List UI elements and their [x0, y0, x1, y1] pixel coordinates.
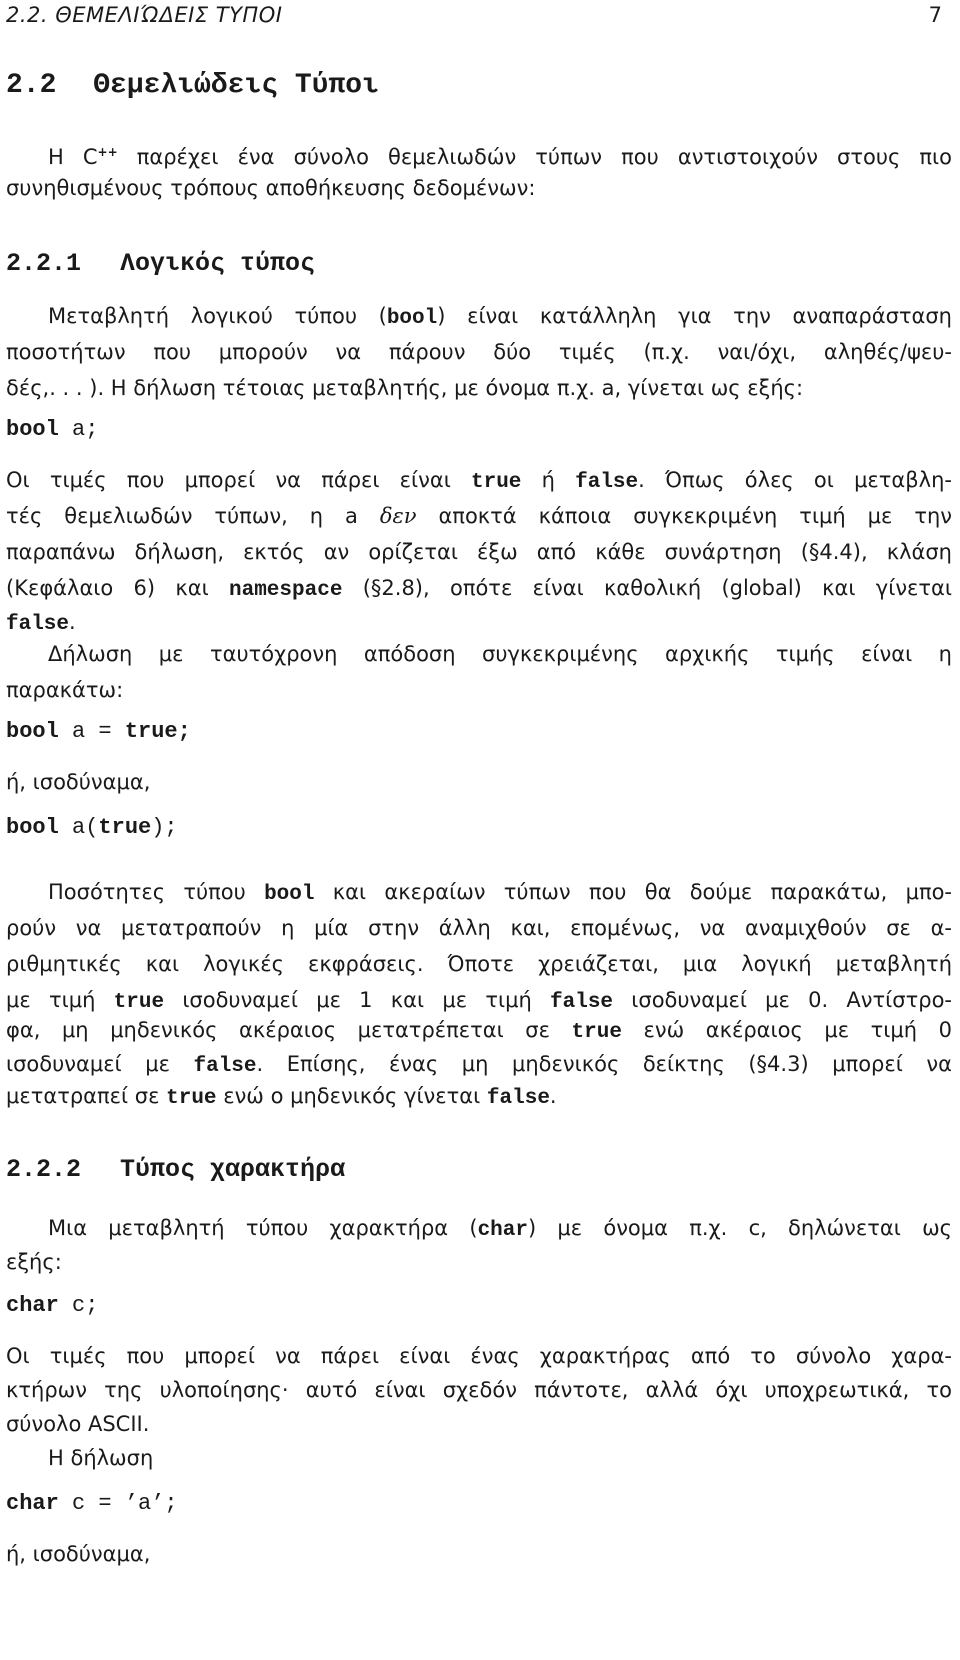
- text: Δήλωση με ταυτόχρονη απόδοση συγκεκριμένης αρχικής τιμής είναι η: [48, 642, 952, 666]
- intro-text: Η C: [48, 145, 98, 169]
- code-text: );: [151, 815, 178, 840]
- subsection-title: Λογικός τύπος: [120, 249, 316, 278]
- paragraph-line: [48, 636, 952, 672]
- text: εξής:: [6, 1250, 62, 1274]
- keyword: namespace: [229, 579, 343, 602]
- code-text: a(: [58, 815, 99, 840]
- paragraph-line: [48, 298, 952, 337]
- text: (§2.8), οπότε είναι καθολική (global) και γίνεται: [342, 576, 952, 600]
- subsection-number: 2.2.1: [6, 249, 82, 278]
- paragraph-line: [6, 910, 952, 946]
- paragraph-line: [6, 370, 952, 406]
- text: ) με όνομα π.χ. c, δηλώνεται ως: [527, 1216, 952, 1240]
- subsection-number: 2.2.2: [6, 1155, 82, 1184]
- text: ενώ ακέραιος με τιμή 0: [621, 1018, 952, 1042]
- paragraph-line: [6, 334, 952, 370]
- keyword: false: [486, 1087, 550, 1110]
- paragraph-line: [6, 1372, 952, 1408]
- code-text: ;: [177, 719, 191, 744]
- code-keyword: char: [6, 1491, 59, 1516]
- cpp-plus-sign: ++: [97, 145, 118, 159]
- subsection-heading-2-2-1: [6, 246, 315, 282]
- text: Οι τιμές που μπορεί να πάρει είναι ένας χαρακτήρας από το σύνολο χαρα-: [6, 1344, 952, 1368]
- text: . Όπως όλες οι μεταβλη-: [638, 468, 952, 492]
- section-number: 2.2: [6, 70, 57, 101]
- code-line: [6, 714, 191, 750]
- code-text: c = ’a’;: [58, 1491, 178, 1516]
- keyword: bool: [386, 307, 438, 330]
- intro-text: παρέχει ένα σύνολο θεμελιωδών τύπων που αντιστοιχούν στους πιο: [117, 145, 952, 169]
- code-keyword: bool: [6, 417, 59, 442]
- text: μετατραπεί σε: [6, 1084, 167, 1108]
- text: ή, ισοδύναμα,: [6, 1542, 151, 1566]
- text: ) είναι κατάλληλη για την αναπαράσταση: [437, 304, 952, 328]
- paragraph-line: [6, 1536, 952, 1572]
- code-text: a;: [58, 417, 99, 442]
- code-line: [6, 1486, 178, 1522]
- text: ποσοτήτων που μπορούν να πάρουν δύο τιμές (π.χ. ναι/όχι, αληθές/ψευ-: [6, 340, 952, 364]
- text: ισοδυναμεί με: [6, 1052, 194, 1076]
- paragraph-line: [48, 1440, 952, 1476]
- paragraph-line: [6, 1078, 952, 1117]
- keyword: false: [193, 1055, 257, 1078]
- text: φα, μη μηδενικός ακέραιος μετατρέπεται σε: [6, 1018, 572, 1042]
- text: ή, ισοδύναμα,: [6, 770, 151, 794]
- text: κτήρων της υλοποίησης· αυτό είναι σχεδόν πάντοτε, αλλά όχι υποχρεωτικά, το: [6, 1378, 952, 1402]
- text: ή: [521, 468, 576, 492]
- code-keyword: true: [98, 815, 152, 840]
- code-line: [6, 412, 98, 448]
- page-number: 7: [928, 3, 942, 27]
- paragraph-line: [6, 672, 952, 708]
- paragraph-line: [6, 946, 952, 982]
- code-text: a =: [58, 719, 125, 744]
- paragraph-line: [48, 874, 952, 913]
- keyword: false: [575, 471, 639, 494]
- intro-text: συνηθισμένους τρόπους αποθήκευσης δεδομένων:: [6, 176, 536, 200]
- section-title: Θεμελιώδεις Τύποι: [93, 70, 379, 101]
- paragraph-line: [6, 534, 952, 570]
- emphasis: δεν: [379, 504, 417, 528]
- keyword: true: [113, 991, 165, 1014]
- intro-line-1: [48, 134, 952, 175]
- text: σύνολο ASCII.: [6, 1412, 150, 1436]
- paragraph-line: [6, 1406, 952, 1442]
- code-keyword: bool: [6, 815, 59, 840]
- code-keyword: bool: [6, 719, 59, 744]
- section-heading: [6, 68, 379, 104]
- keyword: bool: [264, 883, 315, 906]
- text: ρούν να μετατραπούν η μία στην άλλη και, επομένως, να αναμιχθούν σε α-: [6, 916, 952, 940]
- code-keyword: char: [6, 1293, 59, 1318]
- paragraph-line: [6, 1244, 952, 1280]
- paragraph-line: [6, 498, 952, 534]
- paragraph-line: [6, 462, 952, 501]
- text: .: [69, 610, 76, 634]
- code-text: c;: [58, 1293, 99, 1318]
- text: ισοδυναμεί με 1 και με τιμή: [164, 988, 551, 1012]
- keyword: false: [550, 991, 614, 1014]
- text: παραπάνω δήλωση, εκτός αν ορίζεται έξω από κάθε συνάρτηση (§4.4), κλάση: [6, 540, 952, 564]
- text: και ακεραίων τύπων που θα δούμε παρακάτω, μπο-: [314, 880, 953, 904]
- keyword: true: [471, 471, 522, 494]
- text: .: [549, 1084, 557, 1108]
- code-keyword: true: [124, 719, 178, 744]
- text: . Επίσης, ένας μη μηδενικός δείκτης (§4.3) μπορεί να: [256, 1052, 952, 1076]
- paragraph-line: [6, 764, 952, 800]
- text: Οι τιμές που μπορεί να πάρει είναι: [6, 468, 471, 492]
- text: με τιμή: [6, 988, 114, 1012]
- subsection-title: Τύπος χαρακτήρα: [120, 1155, 346, 1184]
- keyword: char: [477, 1219, 528, 1242]
- text: Ποσότητες τύπου: [48, 880, 265, 904]
- running-header: [6, 0, 952, 30]
- text: ισοδυναμεί με 0. Αντίστρο-: [613, 988, 952, 1012]
- text: Η δήλωση: [48, 1446, 154, 1470]
- text: Μεταβλητή λογικού τύπου (: [48, 304, 387, 328]
- keyword: true: [166, 1087, 217, 1110]
- running-header-title: 2.2. ΘΕΜΕΛΙΏΔΕΙΣ ΤΥΠΟΙ: [6, 3, 283, 27]
- keyword: true: [571, 1021, 622, 1044]
- text: τές θεμελιωδών τύπων, η a: [6, 504, 380, 528]
- code-line: [6, 810, 178, 846]
- paragraph-line: [6, 1338, 952, 1374]
- text: Μια μεταβλητή τύπου χαρακτήρα (: [48, 1216, 478, 1240]
- text: ενώ ο μηδενικός γίνεται: [216, 1084, 487, 1108]
- keyword: false: [6, 613, 70, 636]
- subsection-heading-2-2-2: [6, 1152, 345, 1188]
- text: αποκτά κάποια συγκεκριμένη τιμή με την: [416, 504, 953, 528]
- intro-line-2: [6, 170, 952, 206]
- code-line: [6, 1288, 98, 1324]
- text: δές,. . . ). Η δήλωση τέτοιας μεταβλητής, με όνομα π.χ. a, γίνεται ως εξής:: [6, 376, 804, 400]
- text: ριθμητικές και λογικές εκφράσεις. Όποτε χρειάζεται, μια λογική μεταβλητή: [6, 952, 952, 976]
- text: παρακάτω:: [6, 678, 124, 702]
- text: (Κεφάλαιο 6) και: [6, 576, 229, 600]
